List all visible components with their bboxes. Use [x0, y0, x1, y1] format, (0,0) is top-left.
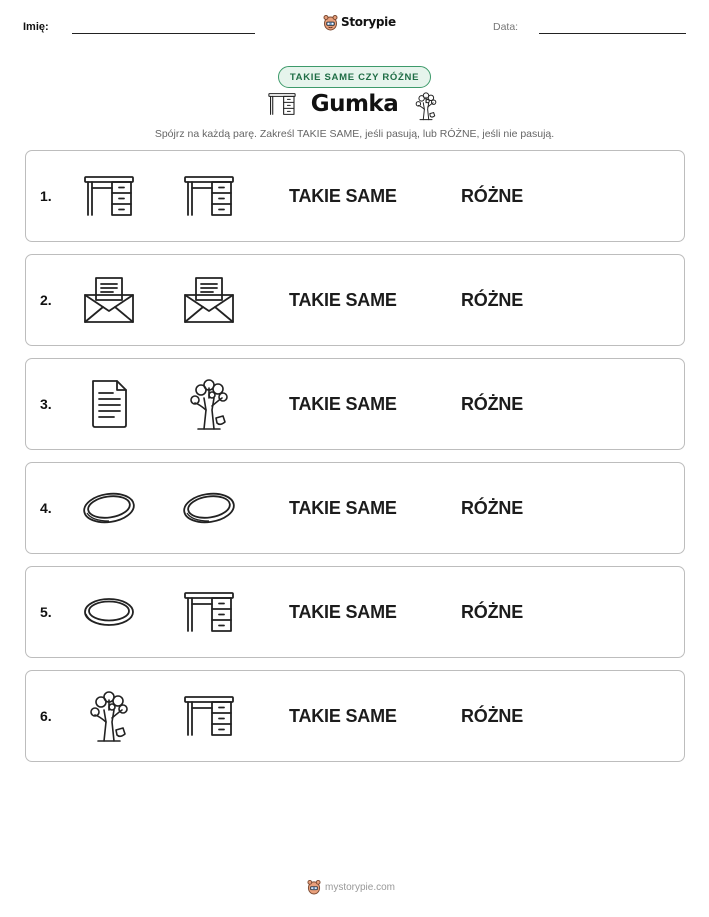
envelope-icon: [81, 275, 137, 325]
footer-link[interactable]: mystorypie.com: [325, 881, 396, 893]
name-line[interactable]: [72, 33, 255, 34]
ring-icon: [81, 587, 137, 637]
row-number: 4.: [40, 500, 52, 516]
tree-icon: [414, 90, 438, 122]
name-label: Imię:: [23, 21, 49, 33]
ring-icon: [81, 483, 137, 533]
date-label: Data:: [493, 21, 519, 33]
storypie-mascot-icon: [307, 879, 321, 895]
brand-logo: [323, 13, 396, 31]
option-different[interactable]: RÓŻNE: [461, 498, 524, 518]
desk-icon: [181, 171, 237, 221]
exercise-row: [25, 670, 685, 762]
ring-icon: [181, 483, 237, 533]
tree-icon: [81, 691, 137, 741]
option-same[interactable]: TAKIE SAME: [289, 290, 397, 310]
row-number: 1.: [40, 188, 52, 204]
date-line[interactable]: [539, 33, 686, 34]
exercise-row: [25, 358, 685, 450]
tree-icon: [181, 379, 237, 429]
storypie-mascot-icon: [323, 14, 338, 31]
document-icon: [81, 379, 137, 429]
row-number: 5.: [40, 604, 52, 620]
option-different[interactable]: RÓŻNE: [461, 186, 524, 206]
worksheet-title: Gumka: [310, 91, 399, 117]
desk-icon: [181, 691, 237, 741]
worksheet-type-badge: TAKIE SAME CZY RÓŻNE: [278, 66, 431, 88]
exercise-row: [25, 150, 685, 242]
exercise-row: [25, 462, 685, 554]
brand-name: Storypie: [341, 15, 396, 29]
desk-icon: [81, 171, 137, 221]
row-number: 6.: [40, 708, 52, 724]
exercise-row: [25, 254, 685, 346]
row-number: 3.: [40, 396, 52, 412]
option-same[interactable]: TAKIE SAME: [289, 394, 397, 414]
option-same[interactable]: TAKIE SAME: [289, 706, 397, 726]
option-same[interactable]: TAKIE SAME: [289, 602, 397, 622]
desk-icon: [181, 587, 237, 637]
instructions: Spójrz na każdą parę. Zakreśl TAKIE SAME, jeśli pasują, lub RÓŻNE, jeśli nie pasują.: [154, 128, 555, 140]
row-number: 2.: [40, 292, 52, 308]
option-same[interactable]: TAKIE SAME: [289, 186, 397, 206]
option-different[interactable]: RÓŻNE: [461, 602, 524, 622]
option-different[interactable]: RÓŻNE: [461, 290, 524, 310]
exercise-row: [25, 566, 685, 658]
option-different[interactable]: RÓŻNE: [461, 394, 524, 414]
option-different[interactable]: RÓŻNE: [461, 706, 524, 726]
footer: [307, 879, 395, 895]
envelope-icon: [181, 275, 237, 325]
option-same[interactable]: TAKIE SAME: [289, 498, 397, 518]
